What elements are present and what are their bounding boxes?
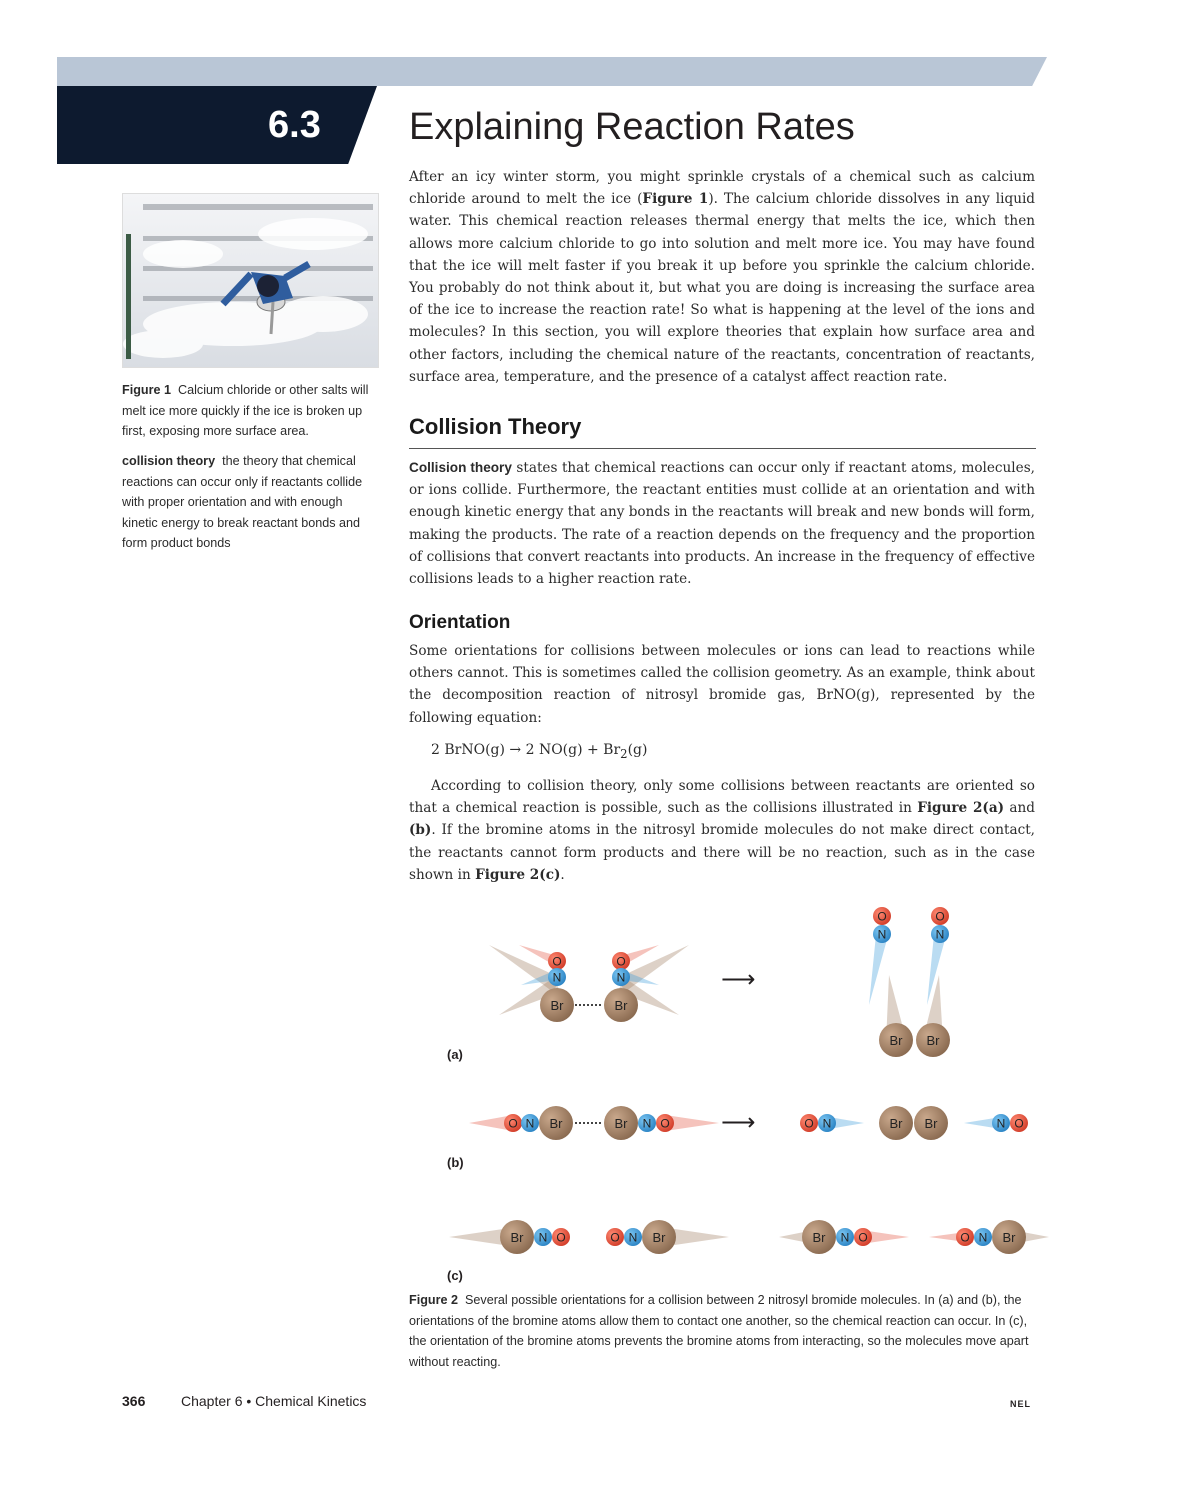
heading-orientation: Orientation xyxy=(409,612,511,633)
atom-label: N xyxy=(935,927,945,942)
bromine-atom xyxy=(642,1220,676,1254)
atom-label: N xyxy=(978,1230,988,1245)
atom-label: O xyxy=(804,1116,814,1131)
header-band xyxy=(57,57,1047,86)
atom-label: N xyxy=(628,1230,638,1245)
publisher-mark: NEL xyxy=(1010,1399,1031,1409)
nitrogen-atom xyxy=(836,1228,854,1246)
glossary-definition: the theory that chemical reactions can occur only if reactants collide with proper orientation and with enough kinetic energy to break reactant bonds and form product bonds xyxy=(122,454,363,551)
nitrogen-atom xyxy=(873,925,891,943)
atom-label: O xyxy=(960,1230,970,1245)
oxygen-atom xyxy=(504,1114,522,1132)
atom-label: Br xyxy=(889,1116,903,1131)
atom-label: O xyxy=(1014,1116,1024,1131)
oxygen-atom xyxy=(656,1114,674,1132)
figure2c-ref: Figure 2(c) xyxy=(475,866,561,883)
glossary-entry xyxy=(122,451,380,554)
page-number: 366 xyxy=(122,1393,146,1409)
oxygen-atom xyxy=(800,1114,818,1132)
collision-paragraph xyxy=(409,457,1035,590)
atom-label: N xyxy=(642,1116,652,1131)
collision-text: states that chemical reactions can occur only if reactant atoms, molecules, or ions collide. Furthermore, the reactant entities must collide at an orientation and with enough kinetic energy that any bonds in the reactants will break and new bonds will form, making the products. The rate of a reaction depends on the frequency and the proportion of collisions that convert reactants into products. An increase in the frequency of effective collisions leads to a higher reaction rate. xyxy=(409,460,1035,588)
motion-trail xyxy=(869,934,888,1005)
atom-label: O xyxy=(877,909,887,924)
bromine-atom xyxy=(879,1106,913,1140)
arrow-b: ⟶ xyxy=(721,1108,756,1136)
bromine-atom xyxy=(802,1220,836,1254)
figure2a-ref: Figure 2(a) xyxy=(917,800,1005,817)
figure1-caption xyxy=(122,380,380,442)
p2-text-b: and xyxy=(1004,800,1035,817)
figure2-diagram xyxy=(409,895,1049,1285)
atom-label: N xyxy=(996,1116,1006,1131)
oxygen-atom xyxy=(931,907,949,925)
bromine-atom xyxy=(916,1023,950,1057)
atom-label: Br xyxy=(924,1116,938,1131)
bromine-atom xyxy=(914,1106,948,1140)
atom-label: N xyxy=(616,970,626,985)
atom-label: N xyxy=(822,1116,832,1131)
intro-text-1: After an icy winter storm, you might sprinkle crystals of a chemical such as calcium chloride around to melt the ice ( xyxy=(409,169,1035,208)
p2-text-a: According to collision theory, only some collisions between reactants are oriented so that a chemical reaction is possible, such as the collisions illustrated in xyxy=(409,778,1035,817)
nitrogen-atom xyxy=(548,968,566,986)
nitrogen-atom xyxy=(521,1114,539,1132)
bromine-atom xyxy=(500,1220,534,1254)
nitrogen-atom xyxy=(931,925,949,943)
glossary-term: collision theory xyxy=(122,454,216,468)
atom-label: N xyxy=(877,927,887,942)
atom-label: Br xyxy=(1002,1230,1016,1245)
atom-label: O xyxy=(616,954,626,969)
atom-label: Br xyxy=(812,1230,826,1245)
atom-label: O xyxy=(858,1230,868,1245)
p2-text-d: . xyxy=(560,866,565,883)
figure1-label: Figure 1 xyxy=(122,383,171,397)
atom-label: O xyxy=(508,1116,518,1131)
atom-label: N xyxy=(552,970,562,985)
oxygen-atom xyxy=(612,952,630,970)
oxygen-atom xyxy=(552,1228,570,1246)
figure1-caption-text: Calcium chloride or other salts will melt ice more quickly if the ice is broken up first, exposing more surface area. xyxy=(122,383,369,439)
atom-label: Br xyxy=(926,1033,940,1048)
chapter-title: Chapter 6 • Chemical Kinetics xyxy=(181,1393,367,1409)
atom-label: Br xyxy=(614,1116,628,1131)
figure2b-ref: (b) xyxy=(409,822,432,839)
nitrogen-atom xyxy=(818,1114,836,1132)
chemical-equation xyxy=(431,742,647,761)
figure1-ref: Figure 1 xyxy=(642,191,709,208)
panel-label-a: (a) xyxy=(447,1047,463,1062)
bromine-atom xyxy=(604,988,638,1022)
equation-left: 2 BrNO(g) → 2 NO(g) + Br xyxy=(431,742,621,758)
orientation-paragraph: Some orientations for collisions between molecules or ions can lead to reactions while others cannot. This is sometimes called the collision geometry. As an example, think about the decomposition reaction of nitrosyl bromide gas, BrNO(g), represented by the following equation: xyxy=(409,643,1035,726)
figure2-label: Figure 2 xyxy=(409,1293,458,1307)
bromine-atom xyxy=(604,1106,638,1140)
atom-label: O xyxy=(660,1116,670,1131)
oxygen-atom xyxy=(873,907,891,925)
oxygen-atom xyxy=(606,1228,624,1246)
panel-label-c: (c) xyxy=(447,1268,463,1283)
atom-label: Br xyxy=(614,998,628,1013)
oxygen-atom xyxy=(1010,1114,1028,1132)
atom-label: N xyxy=(525,1116,535,1131)
bromine-atom xyxy=(540,988,574,1022)
nitrogen-atom xyxy=(534,1228,552,1246)
motion-trail xyxy=(868,1231,909,1243)
arrow-a: ⟶ xyxy=(721,965,756,993)
atom-label: O xyxy=(552,954,562,969)
figure2-caption-text: Several possible orientations for a collision between 2 nitrosyl bromide molecules. In (a) and (b), the orientations of the bromine atoms allow them to contact one another, so the chemical reaction can occur. In (c), the orientation of the bromine atoms prevents the bromine atoms from interacting, so the molecules move apart without reacting. xyxy=(409,1293,1029,1369)
panel-label-b: (b) xyxy=(447,1155,464,1170)
equation-subscript: 2 xyxy=(620,746,628,761)
nitrogen-atom xyxy=(612,968,630,986)
atom-label: Br xyxy=(510,1230,524,1245)
oxygen-atom xyxy=(548,952,566,970)
nitrogen-atom xyxy=(638,1114,656,1132)
figure1-photo xyxy=(122,193,379,368)
equation-right: (g) xyxy=(627,742,648,758)
bromine-atom xyxy=(539,1106,573,1140)
nitrogen-atom xyxy=(992,1114,1010,1132)
atom-label: Br xyxy=(550,998,564,1013)
atom-label: Br xyxy=(652,1230,666,1245)
atom-label: O xyxy=(610,1230,620,1245)
section-number: 6.3 xyxy=(268,104,321,146)
intro-text-2: ). The calcium chloride dissolves in any liquid water. This chemical reaction releases thermal energy that melts the ice, which then allows more calcium chloride to go into solution and melt more ice. You may have found that the ice will melt faster if you break it up before you sprinkle the calcium chloride. You probably do not think about it, but what you are doing is increasing the surface area of the ice to increase the reaction rate! So what is happening at the level of the ions and molecules? In this section, you will explore theories that explain how surface area and other factors, including the chemical nature of the reactants, concentration of reactants, surface area, temperature, and the presence of a catalyst affect reaction rate. xyxy=(409,191,1035,385)
collision-orientation-paragraph xyxy=(409,775,1035,886)
p2-text-c: . If the bromine atoms in the nitrosyl bromide molecules do not make direct contact, the reactants cannot form products and there will be no reaction, such as in the case shown in xyxy=(409,822,1035,883)
page-title: Explaining Reaction Rates xyxy=(409,106,855,148)
atom-label: N xyxy=(840,1230,850,1245)
atom-label: Br xyxy=(549,1116,563,1131)
bromine-atom xyxy=(992,1220,1026,1254)
nitrogen-atom xyxy=(624,1228,642,1246)
heading-collision-theory: Collision Theory xyxy=(409,414,582,439)
atom-label: Br xyxy=(889,1033,903,1048)
section-number-box xyxy=(57,86,377,164)
atom-label: O xyxy=(935,909,945,924)
atom-label: O xyxy=(556,1230,566,1245)
oxygen-atom xyxy=(956,1228,974,1246)
collision-term: Collision theory xyxy=(409,460,512,475)
heading-rule xyxy=(409,448,1036,449)
oxygen-atom xyxy=(854,1228,872,1246)
bromine-atom xyxy=(879,1023,913,1057)
atom-label: N xyxy=(538,1230,548,1245)
intro-paragraph xyxy=(409,166,1035,388)
nitrogen-atom xyxy=(974,1228,992,1246)
figure2-caption xyxy=(409,1290,1039,1372)
